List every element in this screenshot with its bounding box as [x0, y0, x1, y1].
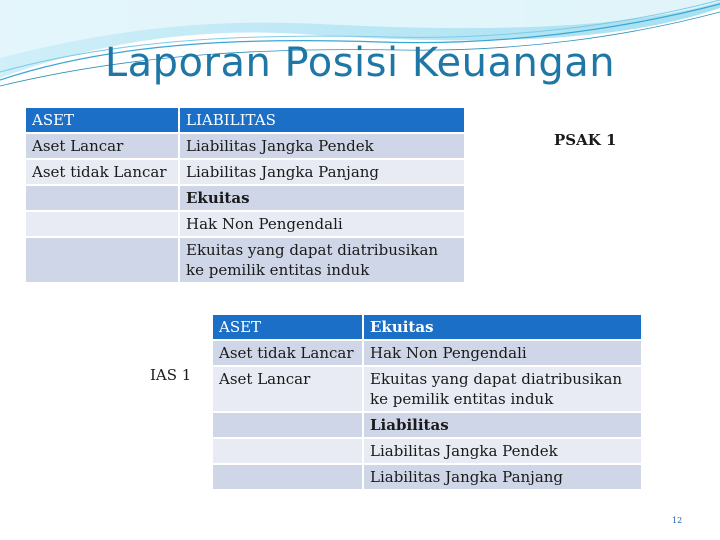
table-cell [213, 465, 362, 489]
table-cell: Liabilitas Jangka Pendek [364, 439, 641, 463]
table-cell: Aset Lancar [213, 367, 362, 411]
page-number: 12 [672, 516, 683, 525]
table-cell: Hak Non Pengendali [364, 341, 641, 365]
table-row [213, 413, 641, 437]
ias-table [211, 313, 643, 491]
table-cell: Liabilitas [364, 413, 641, 437]
table-header-row [26, 108, 464, 132]
table-cell: Liabilitas Jangka Panjang [180, 160, 464, 184]
table-cell [26, 186, 178, 210]
table-row [26, 212, 464, 236]
header-cell: ASET [26, 108, 178, 132]
psak-table [24, 106, 466, 284]
table-cell: Liabilitas Jangka Pendek [180, 134, 464, 158]
table-cell [213, 439, 362, 463]
page-title: Laporan Posisi Keuangan [104, 40, 616, 86]
psak-label: PSAK 1 [554, 131, 617, 149]
table-cell: Liabilitas Jangka Panjang [364, 465, 641, 489]
table-row [26, 186, 464, 210]
header-cell: LIABILITAS [180, 108, 464, 132]
table-cell: Aset tidak Lancar [213, 341, 362, 365]
table-cell [26, 212, 178, 236]
table-row [213, 465, 641, 489]
table-cell [213, 413, 362, 437]
table-cell: Ekuitas yang dapat diatribusikan ke pemilik entitas induk [364, 367, 641, 411]
table-cell: Aset Lancar [26, 134, 178, 158]
table-cell [26, 238, 178, 282]
ias-label: IAS 1 [150, 366, 192, 384]
table-row [213, 341, 641, 365]
table-row [213, 367, 641, 411]
table-cell: Aset tidak Lancar [26, 160, 178, 184]
table-row [26, 238, 464, 282]
table-row [26, 160, 464, 184]
table-cell: Hak Non Pengendali [180, 212, 464, 236]
table-header-row [213, 315, 641, 339]
table-row [26, 134, 464, 158]
header-cell: ASET [213, 315, 362, 339]
table-cell: Ekuitas yang dapat diatribusikan ke pemilik entitas induk [180, 238, 464, 282]
table-row [213, 439, 641, 463]
table-cell: Ekuitas [180, 186, 464, 210]
header-cell: Ekuitas [364, 315, 641, 339]
